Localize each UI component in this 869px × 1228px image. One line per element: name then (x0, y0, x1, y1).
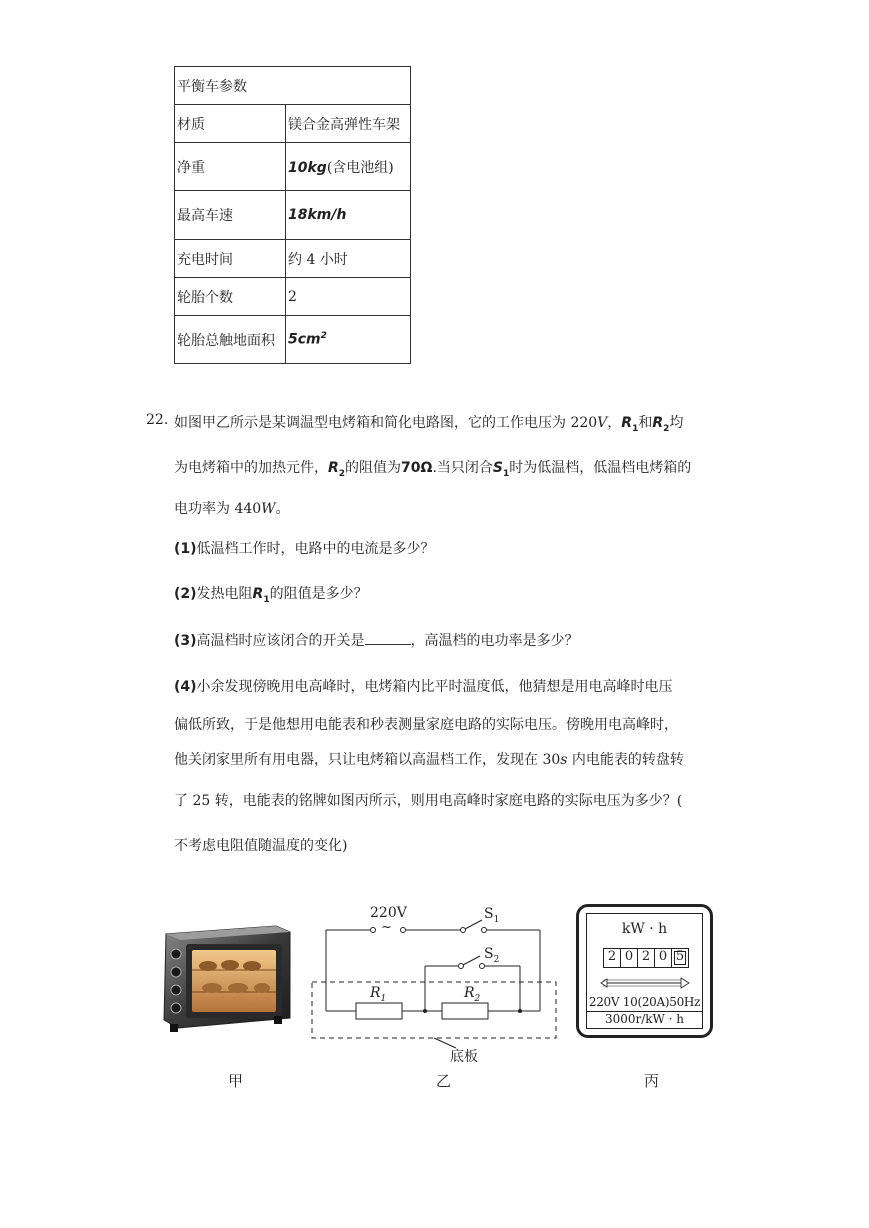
unit: s (560, 752, 568, 768)
text: 时为低温档，低温档电烤箱的 (509, 460, 692, 476)
text: ， (607, 415, 622, 431)
table-row (175, 105, 411, 143)
text: 均 (669, 415, 684, 431)
subscript: 1 (493, 914, 500, 925)
caption-bing: 丙 (644, 1072, 660, 1090)
question-number: 22. (146, 412, 169, 428)
r1-label (370, 985, 386, 1004)
answer-blank[interactable] (365, 632, 411, 645)
math-symbol: S (492, 460, 503, 476)
subscript: 1 (380, 993, 387, 1004)
circuit-diagram (306, 898, 568, 1068)
math-value: 70Ω (401, 460, 433, 476)
sub-question-4-line-4: 了 25 转，电能表的铭牌如图丙所示，则用电高峰时家庭电路的实际电压为多少？( (174, 793, 683, 809)
stem-line-2 (174, 457, 691, 479)
table-row (175, 278, 411, 316)
math-value: 18km/h (288, 207, 347, 223)
table-row (175, 191, 411, 240)
meter-digit: 2 (638, 949, 655, 967)
s1-label (484, 906, 499, 925)
s2-label (484, 946, 499, 965)
oven-image (156, 918, 292, 1036)
table-row (175, 143, 411, 191)
text: 发热电阻 (196, 586, 253, 602)
row-label: 材质 (175, 105, 286, 143)
sub-question-4-line-1 (174, 676, 673, 696)
sub-question-4-line-2: 偏低所致，于是他想用电能表和秒表测量家庭电路的实际电压。傍晚用电高峰时， (174, 717, 678, 733)
meter-digit: 0 (655, 949, 672, 967)
electricity-meter (576, 904, 713, 1038)
table-row (175, 240, 411, 278)
meter-digit-decimal: 5 (672, 949, 688, 967)
text: ，高温档的电功率是多少？ (410, 633, 579, 649)
ac-symbol: ~ (381, 920, 392, 935)
math-symbol: R (621, 415, 633, 431)
math-value: 10kg (288, 159, 327, 176)
meter-unit: kW · h (621, 921, 668, 937)
superscript: 2 (320, 331, 327, 342)
sub-number: (4) (174, 679, 197, 695)
meter-disc-arrow (597, 977, 693, 989)
subscript: 1 (263, 594, 270, 605)
row-label: 轮胎总触地面积 (175, 316, 286, 364)
row-value (286, 191, 411, 240)
label-letter: R (464, 985, 475, 1001)
sub-question-4-line-5: 不考虑电阻值随温度的变化) (174, 838, 348, 854)
row-label: 充电时间 (175, 240, 286, 278)
text: 内电能表的转盘转 (567, 752, 684, 768)
row-label: 轮胎个数 (175, 278, 286, 316)
row-label: 净重 (175, 143, 286, 191)
unit: V (597, 415, 608, 431)
value-suffix: (含电池组) (326, 159, 394, 176)
voltage-label: 220V (370, 905, 407, 921)
label-letter: R (370, 985, 381, 1001)
sub-number: (2) (174, 586, 197, 602)
caption-yi: 乙 (436, 1072, 452, 1090)
sub-question-2 (174, 583, 368, 605)
meter-digit: 0 (621, 949, 638, 967)
meter-rating: 220V 10(20A)50Hz (588, 995, 701, 1009)
subscript: 2 (493, 954, 500, 965)
base-plate-label: 底板 (450, 1049, 478, 1065)
text: 电功率为 440 (174, 501, 262, 517)
math-symbol: R (328, 460, 339, 476)
unit: W (261, 501, 276, 517)
row-value (286, 143, 411, 191)
math-symbol: R (252, 586, 264, 602)
text: .当只闭合 (432, 460, 493, 476)
subscript: 2 (474, 993, 481, 1004)
stem-line-1 (174, 412, 683, 434)
meter-constant: 3000r/kW · h (604, 1012, 685, 1026)
table-row (175, 316, 411, 364)
label-letter: S (484, 946, 494, 962)
label-letter: S (484, 906, 494, 922)
r2-label (464, 985, 480, 1004)
meter-counter (603, 948, 689, 968)
row-label: 最高车速 (175, 191, 286, 240)
text: 和 (638, 415, 653, 431)
row-value: 2 (286, 278, 411, 316)
subscript: 1 (632, 423, 639, 434)
sub-question-1 (174, 538, 435, 558)
sub-number: (3) (174, 633, 197, 649)
text: 。 (275, 501, 290, 517)
row-value: 约 4 小时 (286, 240, 411, 278)
text: 高温档时应该闭合的开关是 (196, 633, 365, 649)
text: 的阻值是多少？ (269, 586, 368, 602)
row-value (286, 316, 411, 364)
math-value: 5cm (288, 331, 321, 348)
text: 他关闭家里所有用电器，只让电烤箱以高温档工作，发现在 30 (174, 752, 561, 768)
subscript: 2 (663, 423, 670, 434)
text: 低温档工作时，电路中的电流是多少？ (196, 541, 435, 557)
row-value: 镁合金高弹性车架 (286, 105, 411, 143)
sub-number: (1) (174, 541, 197, 557)
sub-question-3 (174, 630, 579, 650)
text: 如图甲乙所示是某调温型电烤箱和简化电路图，它的工作电压为 220 (174, 415, 598, 431)
sub-question-4-line-3 (174, 749, 684, 769)
subscript: 2 (338, 468, 346, 479)
text: 的阻值为 (345, 460, 402, 476)
params-table (174, 66, 411, 364)
table-title: 平衡车参数 (175, 67, 411, 105)
math-symbol: R (652, 415, 664, 431)
text: 为电烤箱中的加热元件， (174, 460, 328, 476)
text: 小余发现傍晚用电高峰时，电烤箱内比平时温度低，他猜想是用电高峰时电压 (196, 679, 673, 695)
stem-line-3 (174, 498, 290, 518)
caption-jia: 甲 (228, 1072, 244, 1090)
subscript: 1 (502, 468, 510, 479)
meter-digit: 2 (604, 949, 621, 967)
